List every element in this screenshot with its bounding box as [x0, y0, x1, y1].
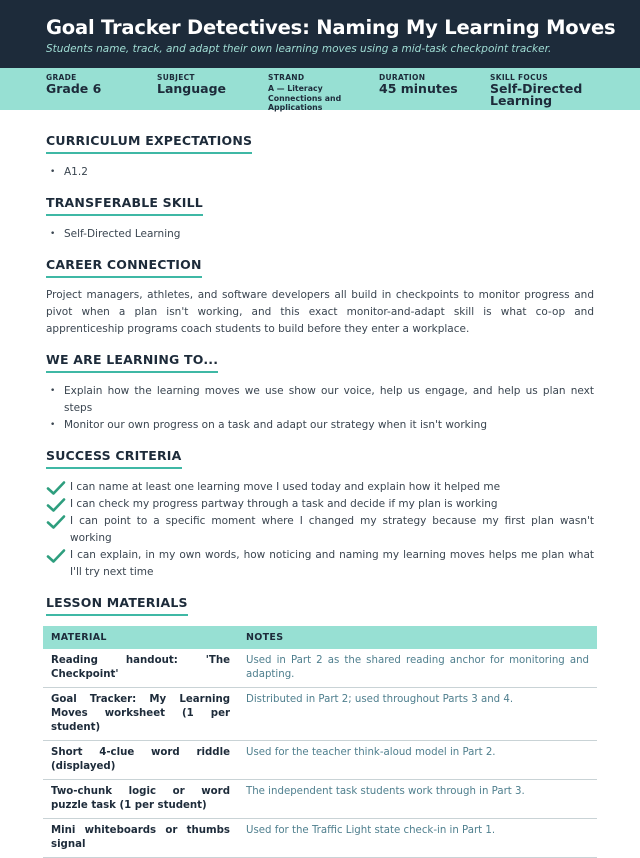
career-text: Project managers, athletes, and software developers all build in checkpoints to monitor progress and pivot when a plan isn't working, and this exact monitor-and-adapt skill is what co-op and apprenticeship programs coach students to build before they enter a workplace. [46, 289, 594, 335]
column-header-material: MATERIAL [43, 626, 238, 649]
meta-strand [268, 73, 379, 110]
learning-goal-item: • Monitor our own progress on a task and adapt our strategy when it isn't working [46, 417, 594, 434]
learning-goals-list [46, 383, 594, 434]
materials-table [43, 626, 597, 858]
materials-header-row [43, 626, 597, 649]
meta-duration-value: 45 minutes [379, 81, 458, 96]
meta-grade-label: GRADE [46, 73, 77, 82]
table-row [43, 688, 597, 741]
table-row [43, 819, 597, 858]
curriculum-item: • A1.2 [46, 164, 594, 181]
success-criteria-list [46, 479, 594, 581]
table-row [43, 741, 597, 780]
meta-grade [46, 73, 157, 110]
checkmark-icon [46, 497, 66, 513]
lesson-title: Goal Tracker Detectives: Naming My Learning Moves [46, 16, 616, 39]
success-criterion-text: I can check my progress partway through a task and decide if my plan is working [70, 498, 498, 510]
section-title-career: CAREER CONNECTION [46, 257, 202, 278]
lesson-meta-bar [0, 68, 640, 110]
checkmark-icon [46, 480, 66, 496]
material-cell: Two-chunk logic or word puzzle task (1 per student) [43, 780, 238, 819]
success-criterion [46, 547, 594, 581]
success-criterion [46, 513, 594, 547]
table-row [43, 780, 597, 819]
curriculum-list [46, 164, 594, 181]
notes-cell: The independent task students work through in Part 3. [238, 780, 597, 819]
meta-subject [157, 73, 268, 110]
success-criterion-text: I can point to a specific moment where I changed my strategy because my first plan wasn't working [70, 515, 594, 544]
notes-cell: Used for the Traffic Light state check-in in Part 1. [238, 819, 597, 858]
meta-duration [379, 73, 490, 110]
transferable-list [46, 226, 594, 243]
section-title-materials: LESSON MATERIALS [46, 595, 188, 616]
column-header-notes: NOTES [238, 626, 597, 649]
notes-cell: Distributed in Part 2; used throughout Parts 3 and 4. [238, 688, 597, 741]
section-title-curriculum: CURRICULUM EXPECTATIONS [46, 133, 252, 154]
success-criterion-text: I can explain, in my own words, how noticing and naming my learning moves helps me plan what I'll try next time [70, 549, 594, 578]
success-criterion [46, 479, 594, 496]
notes-cell: Used for the teacher think-aloud model in Part 2. [238, 741, 597, 780]
section-title-transferable: TRANSFERABLE SKILL [46, 195, 203, 216]
checkmark-icon [46, 514, 66, 530]
learning-goal-item: • Explain how the learning moves we use show our voice, help us engage, and help us plan next steps [46, 383, 594, 417]
meta-duration-label: DURATION [379, 73, 426, 82]
lesson-subtitle: Students name, track, and adapt their own learning moves using a mid-task checkpoint tracker. [46, 43, 552, 55]
checkmark-icon [46, 548, 66, 564]
meta-skill-value: Self-Directed Learning [490, 81, 583, 108]
section-title-learning: WE ARE LEARNING TO... [46, 352, 218, 373]
transferable-item: • Self-Directed Learning [46, 226, 594, 243]
lesson-content [0, 110, 640, 858]
material-cell: Reading handout: 'The Checkpoint' [43, 649, 238, 688]
section-title-success: SUCCESS CRITERIA [46, 448, 182, 469]
meta-subject-label: SUBJECT [157, 73, 195, 82]
material-cell: Short 4-clue word riddle (displayed) [43, 741, 238, 780]
meta-grade-value: Grade 6 [46, 81, 102, 96]
meta-subject-value: Language [157, 81, 227, 96]
meta-strand-value: A — Literacy Connections and Applications [268, 84, 342, 112]
notes-cell: Used in Part 2 as the shared reading anchor for monitoring and adapting. [238, 649, 597, 688]
material-cell: Mini whiteboards or thumbs signal [43, 819, 238, 858]
success-criterion-text: I can name at least one learning move I used today and explain how it helped me [70, 481, 501, 493]
material-cell: Goal Tracker: My Learning Moves worksheet (1 per student) [43, 688, 238, 741]
meta-skill-label: SKILL FOCUS [490, 73, 548, 82]
meta-strand-label: STRAND [268, 73, 305, 82]
success-criterion [46, 496, 594, 513]
table-row [43, 649, 597, 688]
lesson-header [0, 0, 640, 68]
meta-skill [490, 73, 601, 110]
